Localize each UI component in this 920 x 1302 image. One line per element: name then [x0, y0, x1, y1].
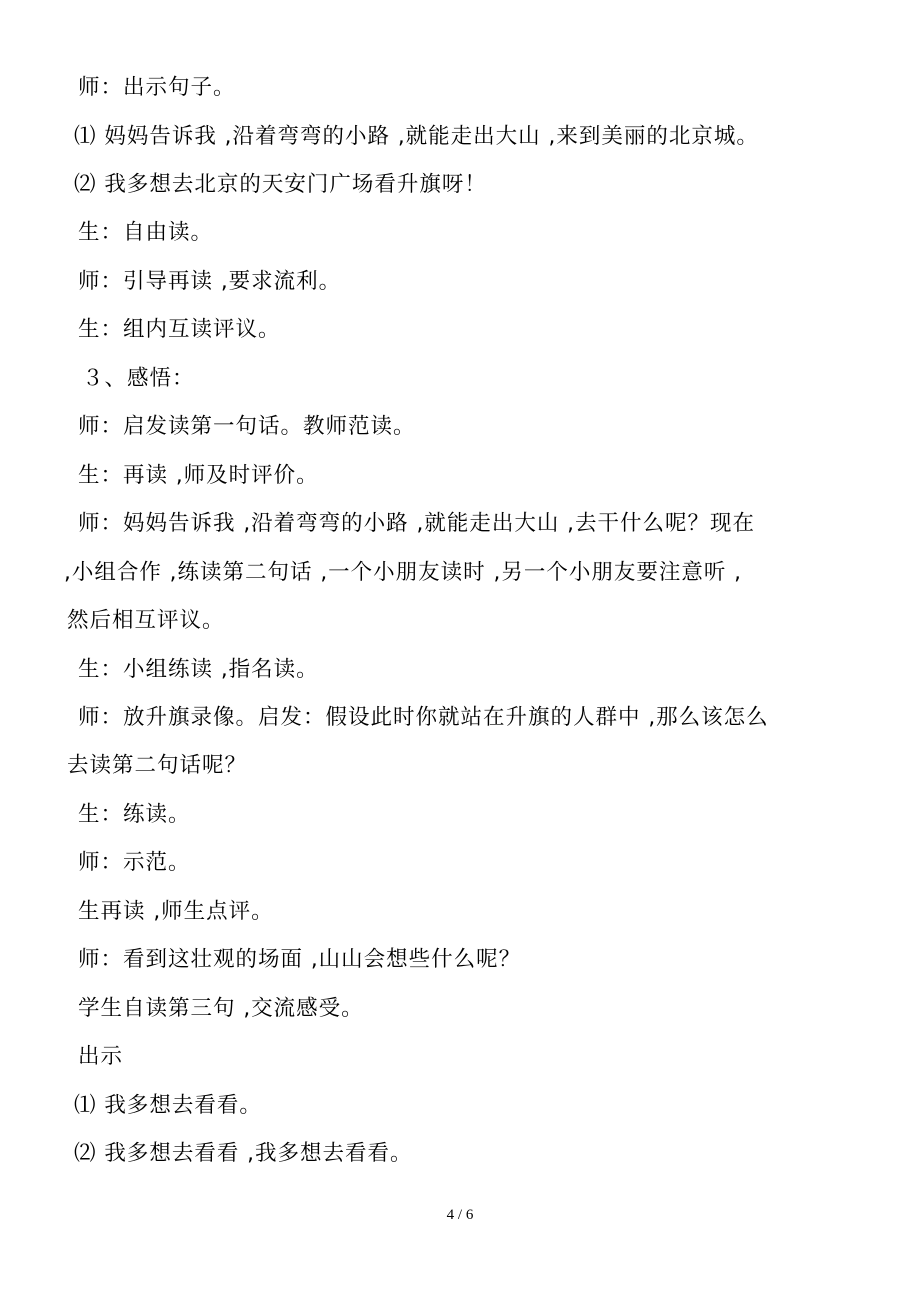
text-line-18: 生再读 ,师生点评。 [78, 899, 274, 924]
text-line-22: ⑴ 我多想去看看。 [74, 1093, 262, 1118]
text-line-15: 去读第二句话呢？ [67, 753, 248, 778]
text-line-13: 生：小组练读 ,指名读。 [78, 657, 319, 682]
text-line-12: 然后相互评议。 [67, 608, 225, 633]
text-line-2: ⑴ 妈妈告诉我 ,沿着弯弯的小路 ,就能走出大山 ,来到美丽的北京城。 [74, 124, 759, 149]
text-line-4: 生：自由读。 [78, 220, 214, 245]
text-line-10: 师：妈妈告诉我 ,沿着弯弯的小路 ,就能走出大山 ,去干什么呢？现在 [78, 511, 756, 536]
text-line-14: 师：放升旗录像。启发：假设此时你就站在升旗的人群中 ,那么该怎么 [78, 705, 769, 730]
text-line-3: ⑵ 我多想去北京的天安门广场看升旗呀！ [74, 172, 487, 197]
text-line-16: 生：练读。 [78, 802, 191, 827]
text-line-8: 师：启发读第一句话。教师范读。 [78, 414, 416, 439]
page-number: 4 / 6 [446, 1207, 474, 1223]
text-line-6: 生：组内互读评议。 [78, 317, 281, 342]
text-line-17: 师：示范。 [78, 850, 191, 875]
text-line-20: 学生自读第三句 ,交流感受。 [78, 996, 364, 1021]
text-line-23: ⑵ 我多想去看看 ,我多想去看看。 [74, 1141, 413, 1166]
text-line-21: 出示 [78, 1044, 124, 1069]
text-line-11: ,小组合作 ,练读第二句话 ,一个小朋友读时 ,另一个小朋友要注意听 , [64, 560, 743, 585]
text-line-9: 生：再读 ,师及时评价。 [78, 463, 319, 488]
text-line-19: 师：看到这壮观的场面 ,山山会想些什么呢？ [78, 947, 522, 972]
text-line-5: 师：引导再读 ,要求流利。 [78, 269, 342, 294]
text-line-1: 师：出示句子。 [78, 75, 236, 100]
text-line-7: ３、感悟： [82, 366, 195, 391]
